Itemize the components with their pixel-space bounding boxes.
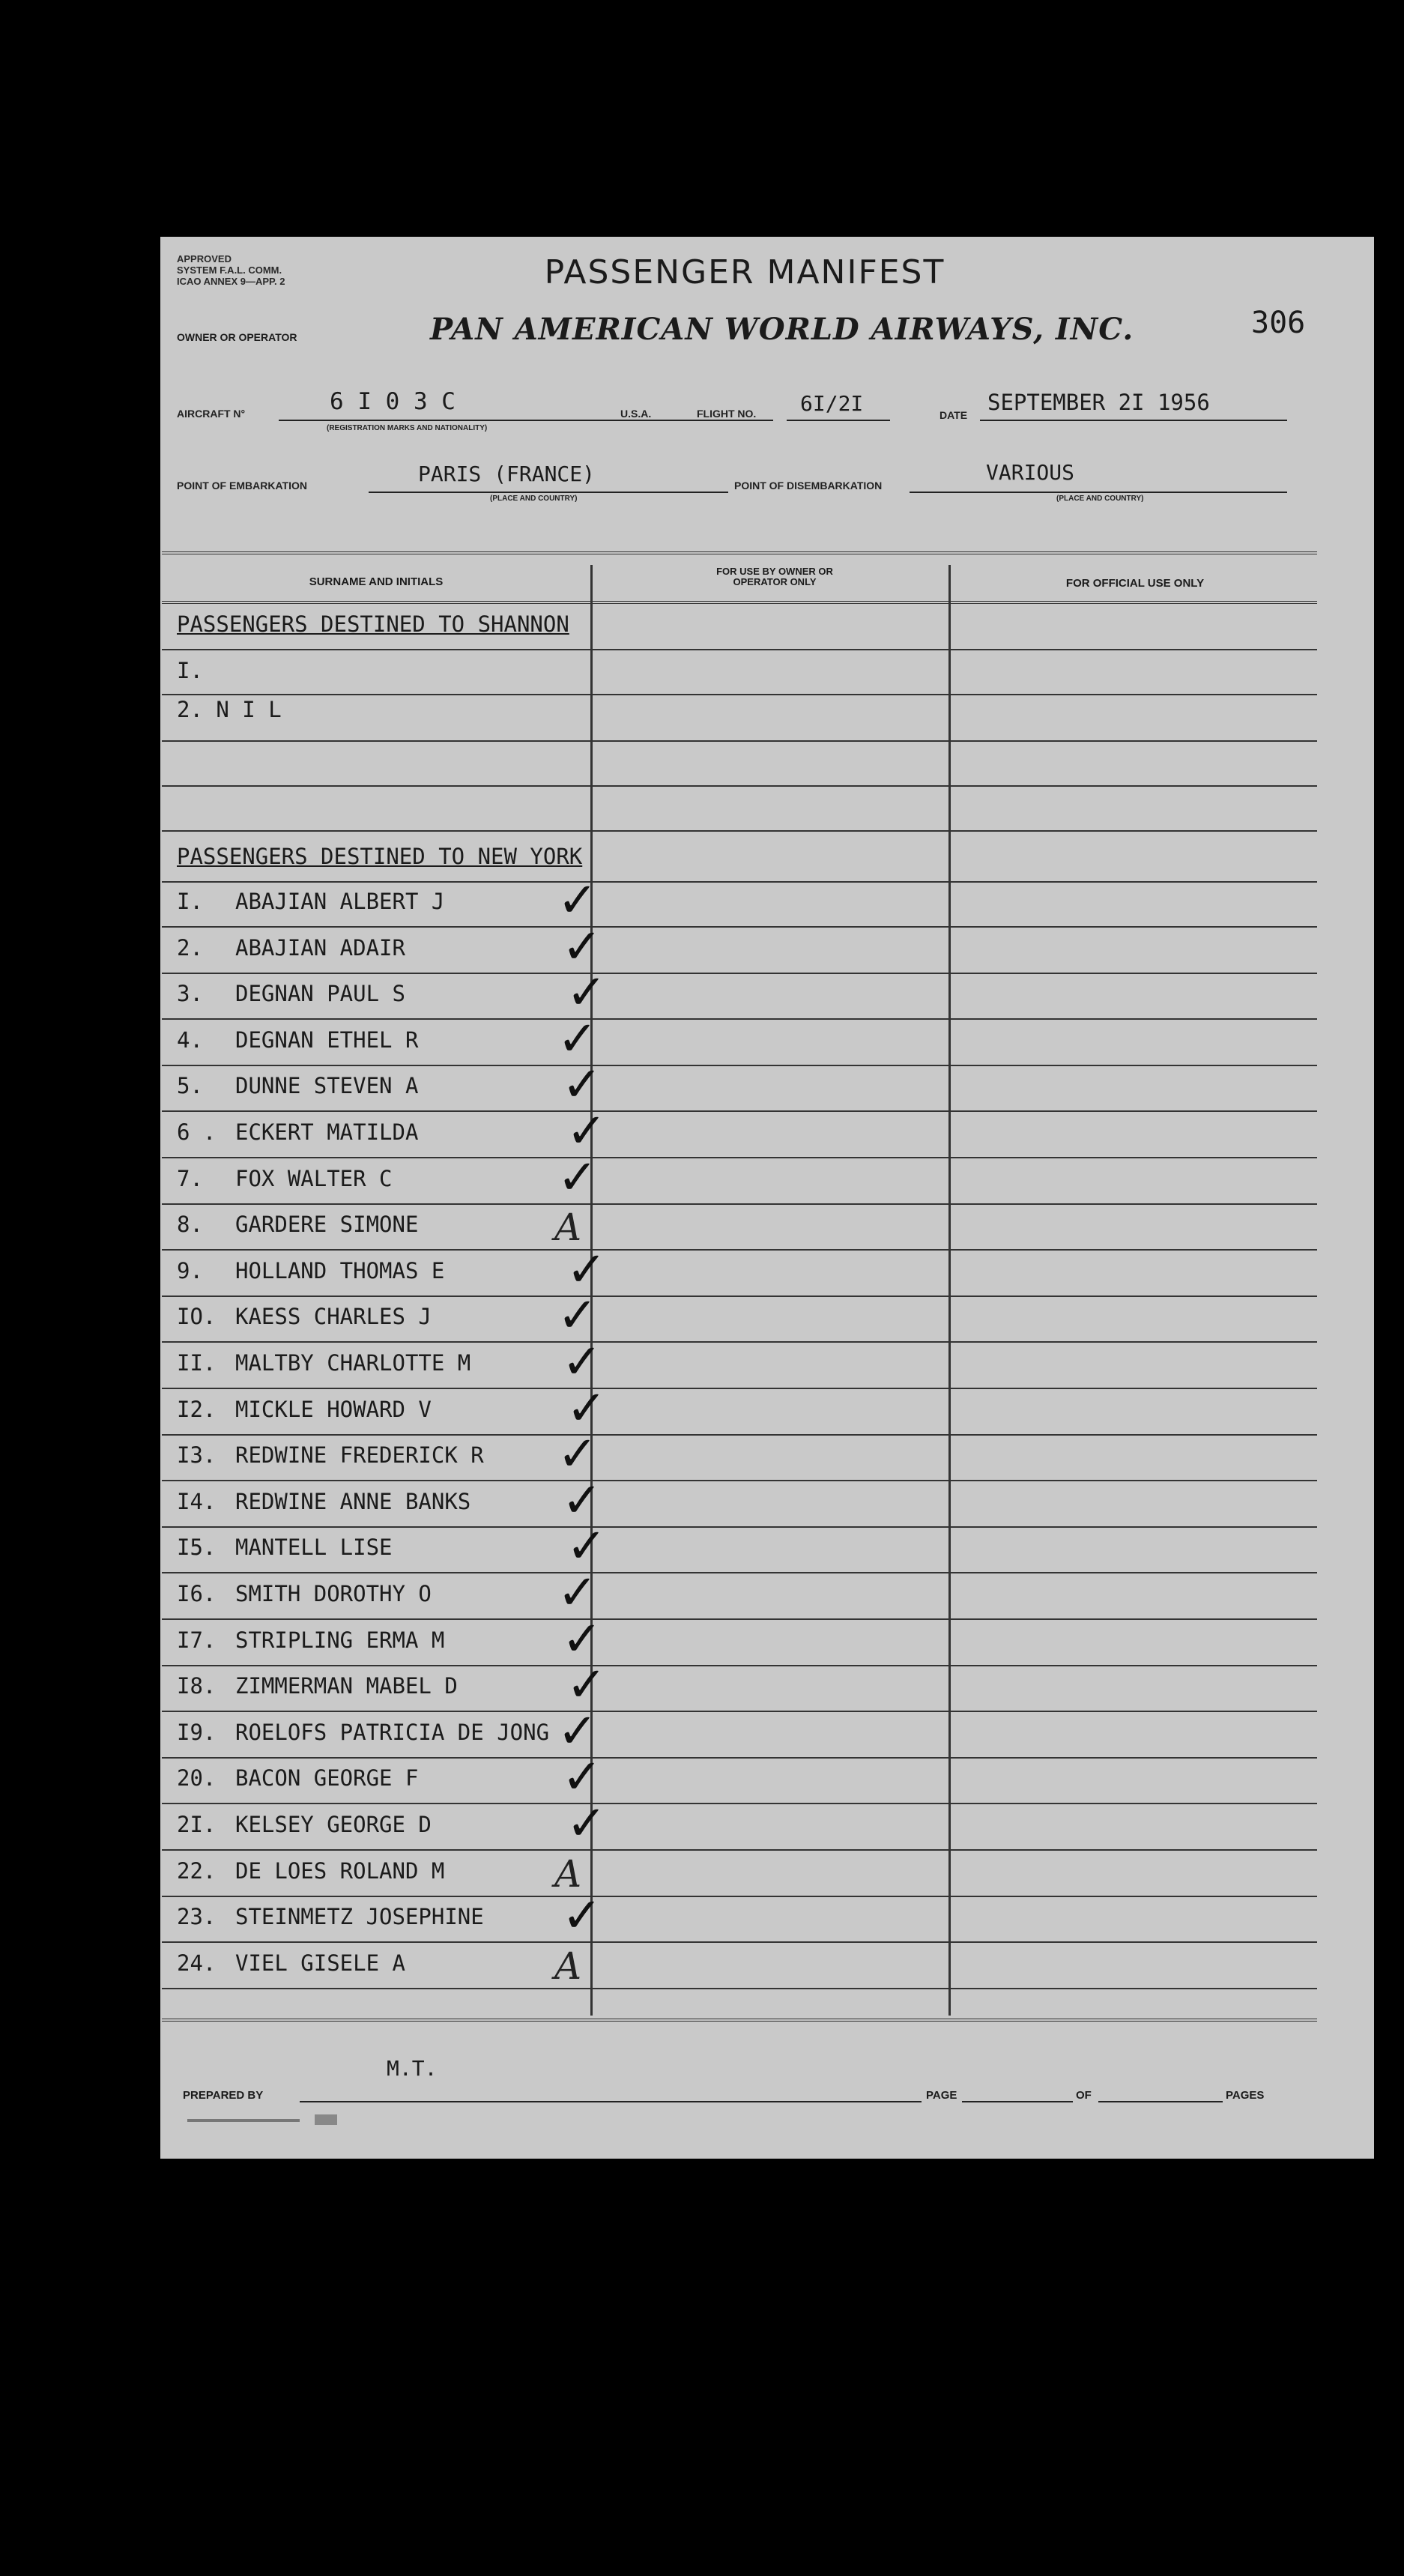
row-rule — [162, 1711, 1317, 1712]
aircraft-underline — [279, 420, 773, 421]
row-rule — [162, 1065, 1317, 1066]
column-header-surname: SURNAME AND INITIALS — [309, 575, 444, 588]
passenger-row — [177, 1397, 432, 1422]
passenger-row — [177, 1581, 432, 1606]
passenger-number: I5. — [177, 1535, 217, 1561]
preparer-initials: M.T. — [387, 2056, 438, 2081]
row-rule — [162, 1157, 1317, 1158]
approval-block — [177, 253, 285, 287]
handwritten-a-mark: A — [554, 1944, 582, 1988]
aircraft-label: AIRCRAFT N° — [177, 408, 246, 420]
disembarkation-value: VARIOUS — [986, 460, 1075, 485]
prepared-by-underline — [300, 2101, 922, 2102]
passenger-name: HOLLAND THOMAS E — [235, 1257, 445, 1284]
check-mark-icon: ✓ — [562, 1888, 602, 1944]
check-mark-icon: ✓ — [562, 1472, 602, 1529]
passenger-row — [177, 1489, 470, 1514]
check-mark-icon: ✓ — [566, 965, 607, 1021]
row-rule — [162, 1803, 1317, 1804]
passenger-number: 2I. — [177, 1812, 217, 1837]
passenger-row — [177, 981, 405, 1006]
passenger-row — [177, 1119, 418, 1145]
passenger-number: I4. — [177, 1488, 217, 1514]
page-number: 306 — [1251, 306, 1306, 340]
passenger-number: IO. — [177, 1304, 217, 1330]
passenger-name: DUNNE STEVEN A — [235, 1073, 419, 1099]
passenger-number: 24. — [177, 1950, 217, 1976]
pages-label: PAGES — [1226, 2089, 1265, 2102]
row-rule — [162, 1618, 1317, 1620]
passenger-row — [177, 1627, 444, 1653]
column-header-official: FOR OFFICIAL USE ONLY — [1065, 577, 1205, 590]
check-mark-icon: ✓ — [566, 1380, 607, 1436]
passenger-name: KAESS CHARLES J — [235, 1304, 432, 1330]
disembarkation-label: POINT OF DISEMBARKATION — [734, 480, 883, 492]
passenger-row — [177, 889, 444, 914]
row-rule — [162, 1665, 1317, 1666]
passenger-name: REDWINE FREDERICK R — [235, 1442, 484, 1469]
embarkation-label: POINT OF EMBARKATION — [177, 480, 307, 492]
check-mark-icon: ✓ — [566, 1519, 607, 1575]
row-rule — [162, 1941, 1317, 1943]
airline-name: PAN AMERICAN WORLD AIRWAYS, INC. — [430, 312, 1134, 347]
check-mark-icon: ✓ — [562, 1057, 602, 1113]
manifest-sheet — [160, 237, 1374, 2159]
row-rule — [162, 830, 1317, 832]
passenger-number: 4. — [177, 1027, 203, 1053]
disembarkation-underline — [910, 492, 1287, 493]
check-mark-icon: ✓ — [557, 1149, 598, 1206]
page-underline — [962, 2101, 1073, 2102]
passenger-number: 22. — [177, 1857, 217, 1884]
date-value: SEPTEMBER 2I 1956 — [987, 390, 1210, 415]
passenger-number: 20. — [177, 1765, 217, 1792]
row-rule — [162, 740, 1317, 742]
passenger-row — [177, 1073, 418, 1098]
passenger-number: I2. — [177, 1396, 217, 1422]
passenger-number: 5. — [177, 1073, 203, 1099]
passenger-row — [177, 1212, 418, 1237]
passenger-number: I7. — [177, 1627, 217, 1653]
section-heading-new-york: PASSENGERS DESTINED TO NEW YORK — [177, 844, 583, 869]
handwritten-a-mark: A — [554, 1206, 582, 1250]
approval-line: SYSTEM F.A.L. COMM. — [177, 264, 282, 276]
passenger-row — [177, 1904, 484, 1929]
owner-label: OWNER OR OPERATOR — [177, 331, 297, 343]
passenger-number: 3. — [177, 981, 203, 1007]
passenger-name: ROELOFS PATRICIA DE JONG — [235, 1719, 550, 1745]
passenger-row — [177, 1812, 432, 1837]
passenger-number: 9. — [177, 1257, 203, 1284]
passenger-number: II. — [177, 1350, 217, 1376]
passenger-name: MANTELL LISE — [235, 1535, 393, 1561]
check-mark-icon: ✓ — [562, 1750, 602, 1806]
passenger-row — [177, 1673, 458, 1699]
passenger-name: REDWINE ANNE BANKS — [235, 1488, 471, 1514]
row-rule — [162, 1341, 1317, 1343]
check-mark-icon: ✓ — [557, 1427, 598, 1483]
check-mark-icon: ✓ — [566, 1104, 607, 1159]
embarkation-sublabel: (PLACE AND COUNTRY) — [490, 495, 578, 503]
passenger-number: I9. — [177, 1719, 217, 1745]
passenger-number: 23. — [177, 1904, 217, 1930]
row-rule — [162, 1295, 1317, 1297]
row-rule — [162, 785, 1317, 787]
check-mark-icon: ✓ — [566, 1657, 607, 1714]
row-rule — [162, 1434, 1317, 1436]
passenger-number: 6 . — [177, 1119, 217, 1145]
flight-value: 6I/2I — [800, 391, 864, 416]
check-mark-icon: ✓ — [562, 1334, 602, 1390]
embarkation-underline — [369, 492, 728, 493]
check-mark-icon: ✓ — [557, 1703, 598, 1759]
usa-label: U.S.A. — [620, 408, 652, 420]
passenger-row — [177, 1720, 549, 1745]
approval-line: ICAO ANNEX 9—APP. 2 — [177, 276, 285, 287]
check-mark-icon: ✓ — [566, 1242, 607, 1298]
passenger-number: I. — [177, 889, 203, 914]
date-label: DATE — [939, 409, 968, 421]
passenger-row — [177, 1950, 405, 1976]
prepared-by-label: PREPARED BY — [183, 2089, 264, 2102]
check-mark-icon: ✓ — [557, 1565, 598, 1621]
row-rule — [162, 1110, 1317, 1112]
passenger-name: STEINMETZ JOSEPHINE — [235, 1904, 484, 1930]
row-rule — [162, 1896, 1317, 1897]
passenger-name: STRIPLING ERMA M — [235, 1627, 445, 1653]
passenger-name: DEGNAN ETHEL R — [235, 1027, 419, 1053]
approval-line: APPROVED — [177, 253, 232, 264]
passenger-number: I3. — [177, 1442, 217, 1469]
row-rule — [162, 1572, 1317, 1573]
row-rule — [162, 1849, 1317, 1851]
shannon-row: 2. N I L — [177, 697, 282, 722]
passenger-row — [177, 1765, 418, 1791]
table-bottom-rule — [162, 2019, 1317, 2022]
check-mark-icon: ✓ — [557, 1011, 598, 1067]
check-mark-icon: ✓ — [566, 1796, 607, 1851]
passenger-row — [177, 1858, 444, 1884]
passenger-row — [177, 1166, 393, 1191]
passenger-number: 8. — [177, 1212, 203, 1238]
aircraft-value: 6 I 0 3 C — [330, 388, 456, 415]
check-mark-icon: ✓ — [557, 1288, 598, 1344]
row-rule — [162, 973, 1317, 974]
row-rule — [162, 1388, 1317, 1389]
passenger-row — [177, 1442, 484, 1468]
row-rule — [162, 694, 1317, 695]
passenger-row — [177, 1304, 432, 1329]
passenger-number: I8. — [177, 1673, 217, 1699]
passenger-row — [177, 1535, 393, 1560]
check-mark-icon: ✓ — [562, 919, 602, 975]
passenger-row — [177, 935, 405, 961]
handwritten-a-mark: A — [554, 1851, 582, 1896]
passenger-name: MICKLE HOWARD V — [235, 1396, 432, 1422]
row-rule — [162, 1480, 1317, 1481]
passenger-name: FOX WALTER C — [235, 1165, 393, 1191]
column-header-operator: FOR USE BY OWNER OR OPERATOR ONLY — [716, 566, 833, 587]
check-mark-icon: ✓ — [562, 1611, 602, 1667]
passenger-number: I6. — [177, 1581, 217, 1606]
passenger-name: SMITH DOROTHY O — [235, 1581, 432, 1606]
aircraft-sublabel: (REGISTRATION MARKS AND NATIONALITY) — [327, 424, 488, 432]
row-rule — [162, 1988, 1317, 1989]
passenger-name: ABAJIAN ADAIR — [235, 934, 405, 961]
passenger-row — [177, 1350, 470, 1376]
embarkation-value: PARIS (FRANCE) — [418, 462, 596, 486]
of-label: OF — [1076, 2089, 1092, 2102]
passenger-name: GARDERE SIMONE — [235, 1212, 419, 1238]
row-rule — [162, 1018, 1317, 1020]
column-divider-2 — [948, 565, 951, 2016]
section-heading-shannon: PASSENGERS DESTINED TO SHANNON — [177, 611, 569, 637]
passenger-name: MALTBY CHARLOTTE M — [235, 1350, 471, 1376]
document-title: PASSENGER MANIFEST — [544, 253, 945, 291]
passenger-name: KELSEY GEORGE D — [235, 1812, 432, 1837]
passenger-number: 7. — [177, 1165, 203, 1191]
passenger-row — [177, 1258, 444, 1284]
shannon-row: I. — [177, 658, 203, 683]
passenger-name: ABAJIAN ALBERT J — [235, 889, 445, 914]
flight-label: FLIGHT NO. — [697, 408, 757, 420]
passenger-number: 2. — [177, 934, 203, 961]
page-label: PAGE — [926, 2089, 957, 2102]
flight-underline — [787, 420, 890, 421]
row-rule — [162, 1526, 1317, 1528]
row-rule — [162, 1757, 1317, 1759]
passenger-name: VIEL GISELE A — [235, 1950, 405, 1976]
row-rule — [162, 649, 1317, 650]
of-underline — [1098, 2101, 1223, 2102]
date-underline — [980, 420, 1287, 421]
passenger-name: ZIMMERMAN MABEL D — [235, 1673, 458, 1699]
passenger-name: DEGNAN PAUL S — [235, 981, 405, 1007]
row-rule — [162, 1249, 1317, 1251]
row-rule — [162, 1203, 1317, 1205]
row-rule — [162, 881, 1317, 883]
header-bottom-rule — [162, 601, 1317, 604]
passenger-name: BACON GEORGE F — [235, 1765, 419, 1792]
passenger-row — [177, 1027, 418, 1053]
table-top-rule — [162, 551, 1317, 554]
row-rule — [162, 926, 1317, 928]
form-stamp — [187, 2111, 352, 2129]
passenger-name: DE LOES ROLAND M — [235, 1857, 445, 1884]
passenger-name: ECKERT MATILDA — [235, 1119, 419, 1145]
disembarkation-sublabel: (PLACE AND COUNTRY) — [1056, 495, 1144, 503]
check-mark-icon: ✓ — [557, 873, 598, 928]
